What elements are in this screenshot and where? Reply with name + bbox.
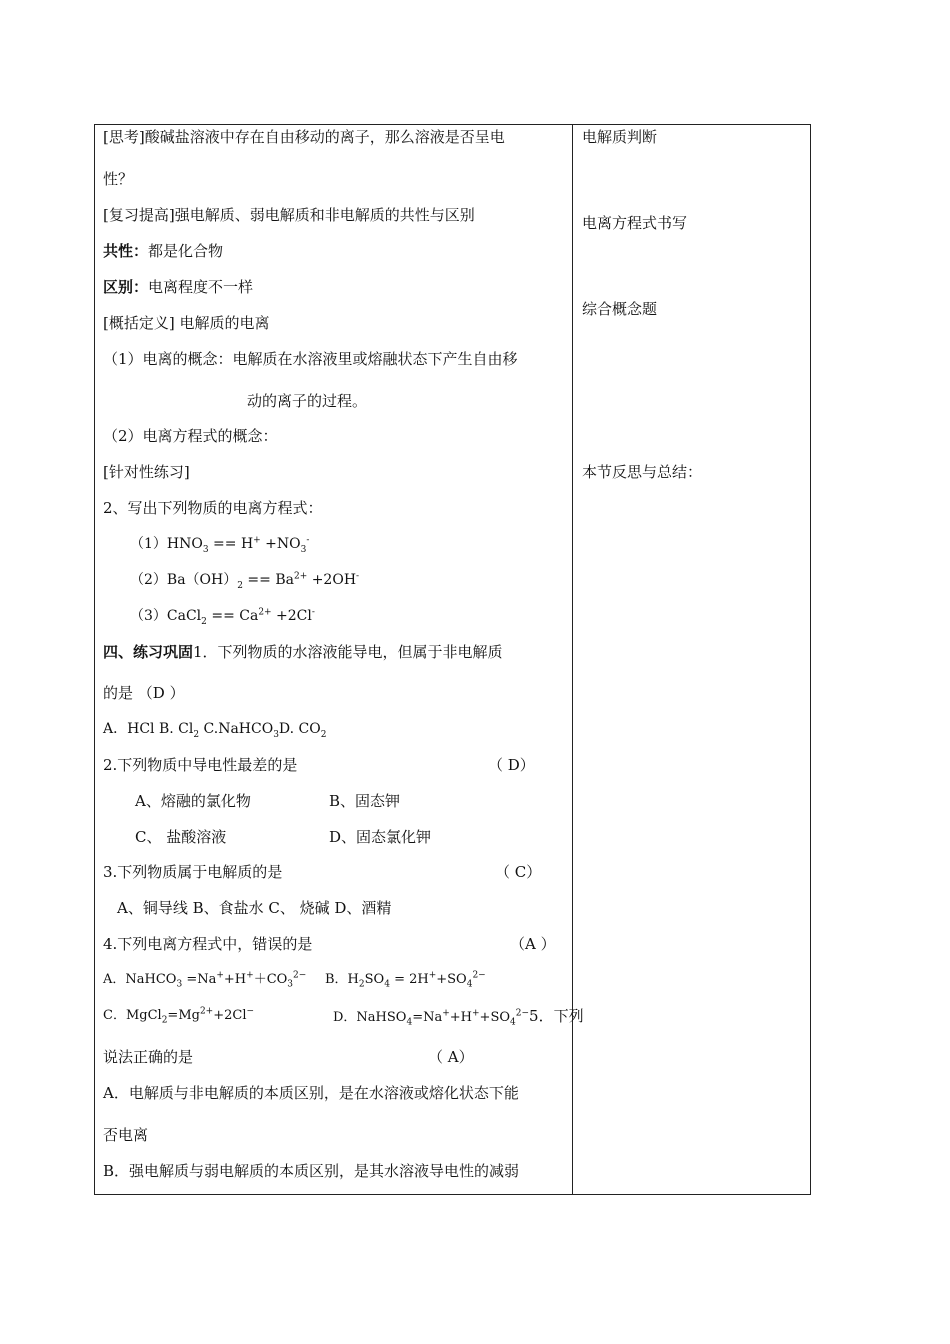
exercise-q4: 4.下列电离方程式中，错误的是 [103, 935, 313, 953]
review-heading: [复习提高]强电解质、弱电解质和非电解质的共性与区别 [103, 206, 475, 224]
concept-1-line-2: 动的离子的过程。 [247, 392, 368, 410]
q4-option-c: C．$MgCl_2=Mg^{2+}+2Cl^-$ [103, 1006, 255, 1026]
question-2-prompt: 2、写出下列物质的电离方程式： [103, 499, 323, 517]
q5-option-b: B．强电解质与弱电解质的本质区别，是其水溶液导电性的减弱 [103, 1162, 520, 1180]
think-line-1: [思考]酸碱盐溶液中存在自由移动的离子，那么溶液是否呈电 [103, 128, 505, 146]
column-divider [572, 124, 573, 1195]
q5-option-a-line-1: A．电解质与非电解质的本质区别，是在水溶液或熔化状态下能 [103, 1084, 519, 1102]
section-4-label: 四、练习巩固 [103, 643, 194, 661]
q2-option-d: D、固态氯化钾 [329, 828, 432, 846]
equation-2: $(2)Ba(OH)_2 == Ba^{2+} +2OH^-$ [130, 571, 360, 591]
exercise-q3-answer: （ C） [495, 863, 542, 881]
note-electrolyte-judgement: 电解质判断 [582, 128, 658, 146]
q2-option-c: C、 盐酸溶液 [135, 828, 227, 846]
exercise-q2: 2.下列物质中导电性最差的是 [103, 756, 298, 774]
common-text: 都是化合物 [148, 242, 224, 260]
define-heading: [概括定义] 电解质的电离 [103, 314, 270, 332]
q5-option-a-line-2: 否电离 [103, 1126, 149, 1144]
exercise-q5: 说法正确的是 [103, 1048, 194, 1066]
equation-3: （3）CaCl$_2$ == $Ca^{2+} +2Cl^-$ [130, 607, 315, 627]
difference-label: 区别： [103, 278, 149, 296]
concept-2: （2）电离方程式的概念： [103, 427, 278, 445]
q4-option-a: A．NaHCO$_3$ $=Na^++H^++CO_3^{2-}$ [103, 970, 307, 990]
exercise-q4-answer: （A ） [510, 935, 556, 953]
difference-text: 电离程度不一样 [148, 278, 254, 296]
think-line-2: 性？ [103, 170, 134, 188]
q3-options: A、铜导线 B、食盐水 C、 烧碱 D、酒精 [117, 899, 392, 917]
exercise-q2-answer: （ D） [488, 756, 535, 774]
exercise-q1-line-2: 的是 （D ） [103, 684, 185, 702]
note-equation-writing: 电离方程式书写 [582, 214, 688, 232]
exercise-q3: 3.下列物质属于电解质的是 [103, 863, 283, 881]
concept-1-line-1: （1）电离的概念：电解质在水溶液里或熔融状态下产生自由移 [103, 350, 518, 368]
note-reflection: 本节反思与总结： [582, 463, 703, 481]
common-label: 共性： [103, 242, 149, 260]
q4-option-b: B．$H_2SO_4 = 2H^++SO_4^{2-}$ [325, 970, 486, 990]
q4-option-d: D．$NaHSO_4=Na^++H^++SO_4^{2-}5$．下列 [333, 1007, 584, 1028]
note-comprehensive: 综合概念题 [582, 300, 658, 318]
exercise-q1-options: A．HCl B. $Cl_2$ C.NaHCO$_3$D. $CO_2$ [103, 721, 327, 740]
common-line [103, 242, 223, 260]
exercise-q1-line-1: 四、练习巩固1．下列物质的水溶液能导电，但属于非电解质 [103, 643, 503, 661]
q2-option-a: A、熔融的氯化物 [135, 792, 251, 810]
exercise-q5-answer: （ A） [428, 1048, 474, 1066]
q2-option-b: B、固态钾 [329, 792, 401, 810]
difference-line [103, 278, 253, 296]
equation-1: $(1)HNO_3 == H^+ +NO_3^-$ [130, 535, 310, 555]
practice-heading: [针对性练习] [103, 463, 190, 481]
